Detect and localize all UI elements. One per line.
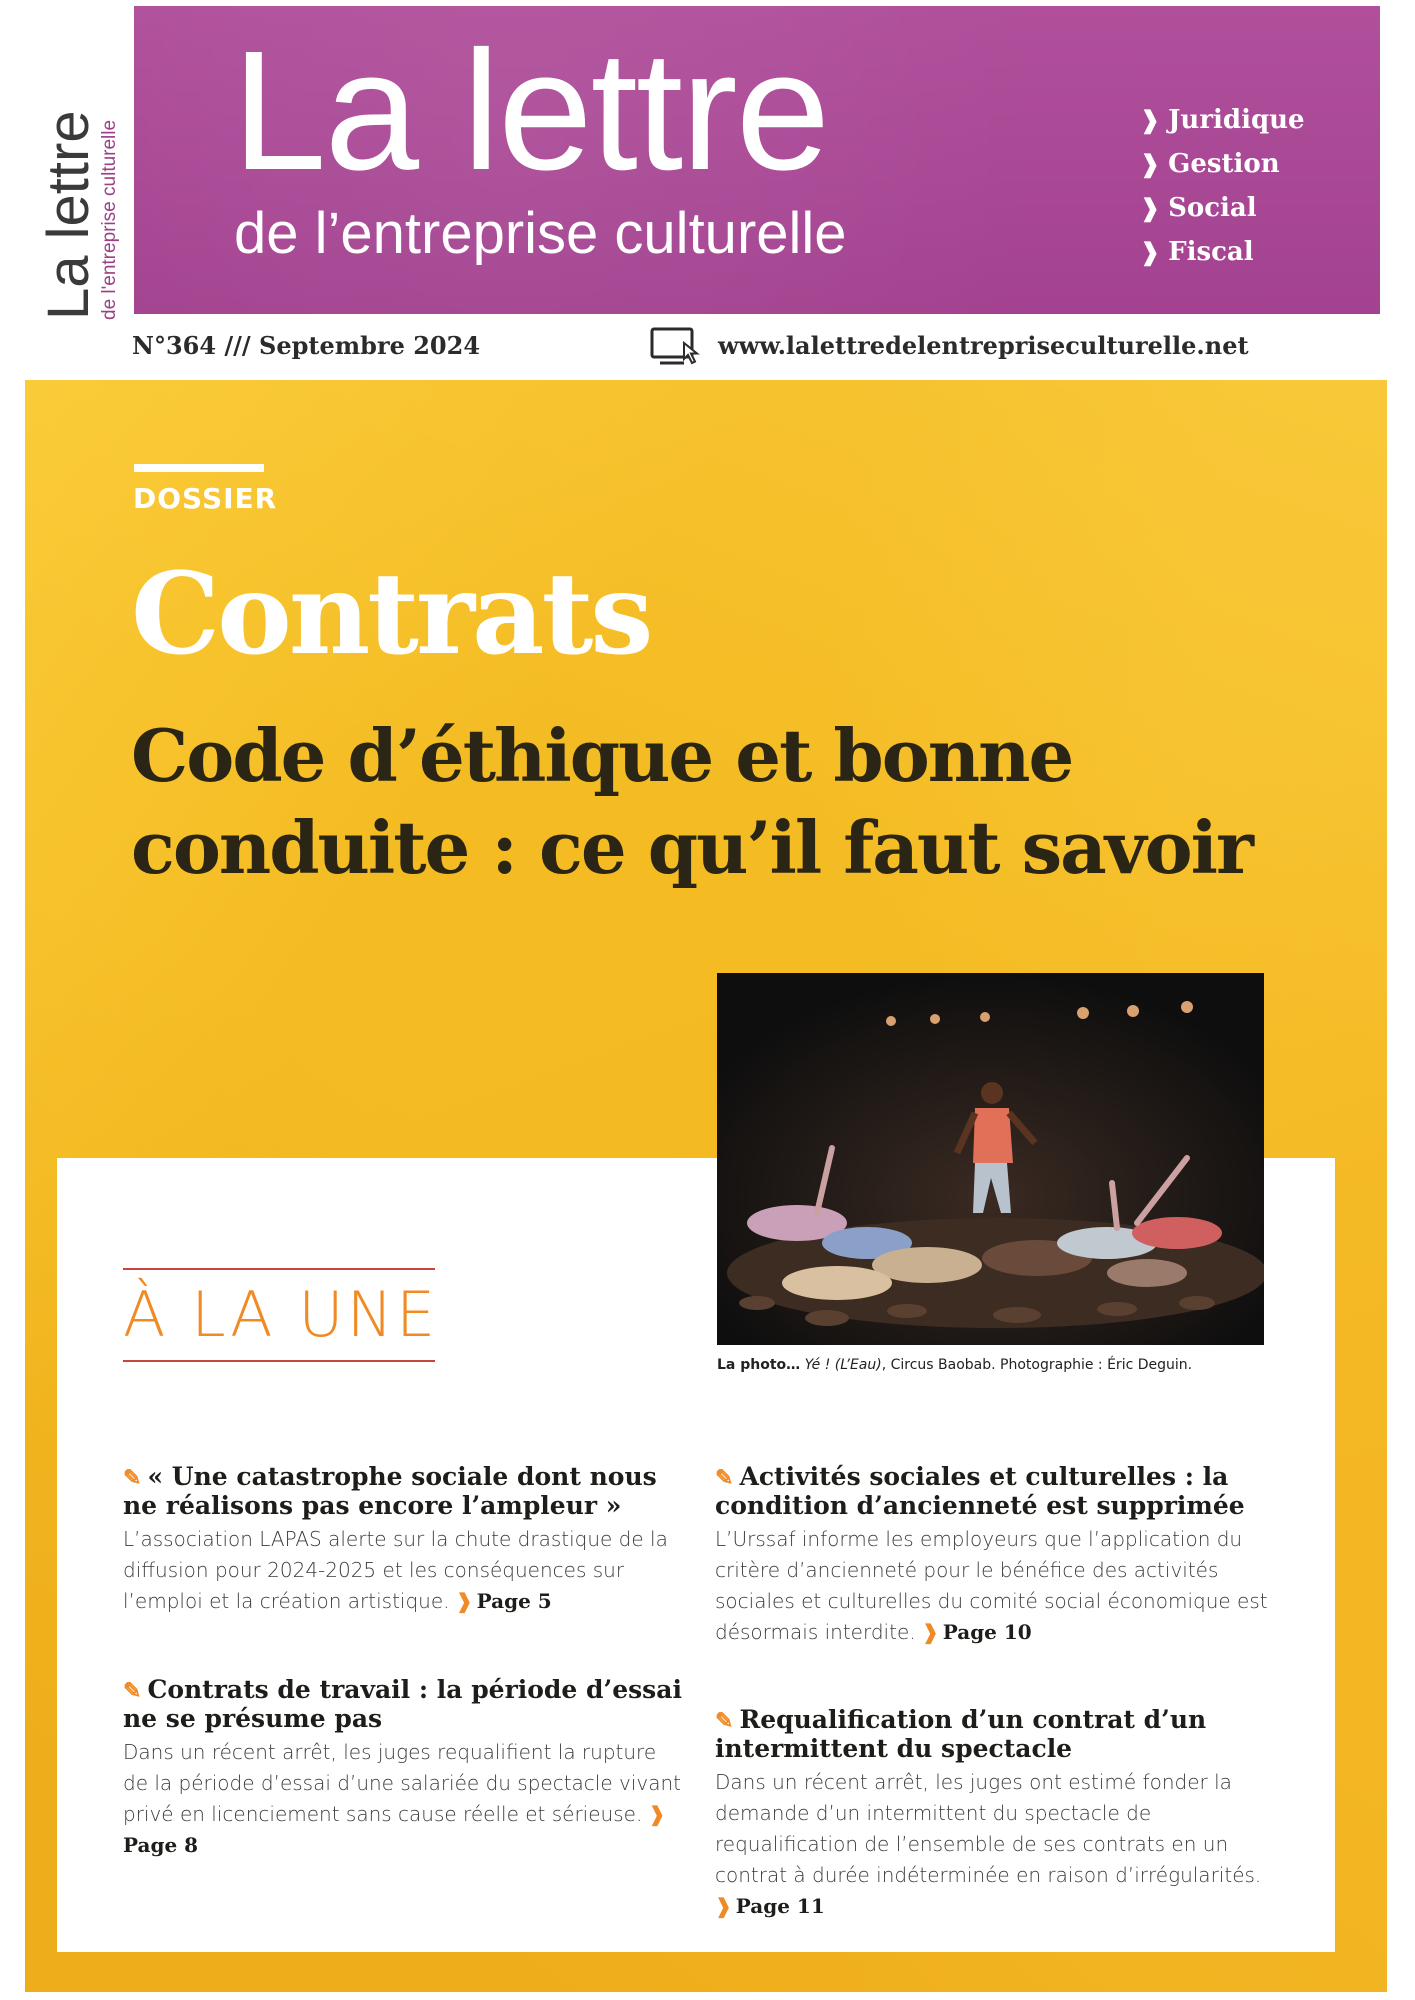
page-number: Page 11 <box>735 1894 825 1918</box>
vertical-logo-title: La lettre <box>36 110 101 320</box>
cover-panel <box>25 380 1387 1992</box>
dossier-divider <box>134 464 264 472</box>
section-label: Gestion <box>1168 149 1280 179</box>
chevron-right-icon: ❱ <box>1140 237 1161 266</box>
page-number: Page 10 <box>942 1620 1032 1644</box>
caption-credit: , Circus Baobab. Photographie : Éric Deguin. <box>881 1357 1193 1373</box>
vertical-logo-subtitle: de l'entreprise culturelle <box>99 119 120 320</box>
chevron-right-icon: ❱ <box>715 1894 732 1918</box>
a-la-une-top-line <box>123 1268 435 1270</box>
chevron-right-icon: ❱ <box>648 1802 666 1826</box>
pin-icon: ✎ <box>715 1708 734 1734</box>
article-title <box>715 1706 1275 1763</box>
page-number: Page 8 <box>123 1833 199 1857</box>
section-label: Juridique <box>1168 105 1305 135</box>
article-body <box>123 1524 683 1617</box>
article-title-text: Requalification d’un contrat d’un intermittent du spectacle <box>715 1705 1207 1763</box>
article-requalification <box>715 1706 1275 1922</box>
dossier-title: Contrats <box>131 549 651 680</box>
dossier-subtitle: Code d’éthique et bonne conduite : ce qu’il faut savoir <box>131 713 1252 890</box>
article-body <box>715 1524 1275 1648</box>
section-label: Fiscal <box>1168 237 1254 267</box>
chevron-right-icon: ❱ <box>1140 149 1161 178</box>
article-body-text: Dans un récent arrêt, les juges requalifient la rupture de la période d’essai d’une salariée du spectacle vivant privé en licenciement sans cause réelle et sérieuse. <box>123 1740 682 1826</box>
article-body-text: L’Urssaf informe les employeurs que l’application du critère d’ancienneté pour le bénéfice des activités sociales et culturelles du comité social économique est désormais interdite. <box>715 1527 1268 1644</box>
caption-work-title: Yé ! (L’Eau) <box>800 1357 882 1373</box>
article-catastrophe-sociale <box>123 1463 683 1617</box>
section-label: Social <box>1168 193 1257 223</box>
page-link[interactable] <box>456 1589 552 1613</box>
masthead-title: La lettre <box>232 16 829 206</box>
page-link[interactable] <box>715 1894 825 1918</box>
a-la-une-bottom-line <box>123 1360 435 1362</box>
vertical-logo <box>36 70 120 320</box>
computer-click-icon <box>650 325 702 369</box>
article-body-text: L’association LAPAS alerte sur la chute drastique de la diffusion pour 2024-2025 et les conséquences sur l’emploi et la création artistique. <box>123 1527 668 1613</box>
dossier-label: DOSSIER <box>133 482 278 515</box>
section-item-juridique <box>1140 98 1305 142</box>
issue-number-date: N°364 /// Septembre 2024 <box>132 331 481 360</box>
section-list <box>1140 98 1305 274</box>
website-url[interactable]: www.lalettredelentrepriseculturelle.net <box>718 331 1249 360</box>
article-title <box>123 1463 683 1520</box>
chevron-right-icon: ❱ <box>921 1620 939 1644</box>
article-body-text: Dans un récent arrêt, les juges ont estimé fonder la demande d’un intermittent du spectacle de requalification de l’ensemble de ses contrats en un contrat à durée indéterminée en raison d’irrégularités. <box>715 1770 1262 1887</box>
a-la-une-heading: À LA UNE <box>123 1278 439 1351</box>
section-item-social <box>1140 186 1305 230</box>
article-activites-sociales <box>715 1463 1275 1648</box>
cover-photo <box>717 973 1264 1345</box>
article-title-text: « Une catastrophe sociale dont nous ne réalisons pas encore l’ampleur » <box>123 1462 657 1520</box>
section-item-gestion <box>1140 142 1305 186</box>
chevron-right-icon: ❱ <box>1140 193 1161 222</box>
section-item-fiscal <box>1140 230 1305 274</box>
page-link[interactable] <box>922 1620 1032 1644</box>
masthead <box>134 6 1380 314</box>
circus-photo <box>717 973 1264 1345</box>
article-title <box>123 1676 683 1733</box>
chevron-right-icon: ❱ <box>1140 105 1161 134</box>
article-body <box>123 1737 683 1861</box>
article-title-text: Contrats de travail : la période d’essai ne se présume pas <box>123 1675 682 1733</box>
article-body <box>715 1767 1275 1922</box>
pin-icon: ✎ <box>123 1465 142 1491</box>
pin-icon: ✎ <box>123 1678 142 1704</box>
article-periode-essai <box>123 1676 683 1861</box>
page-number: Page 5 <box>476 1589 552 1613</box>
photo-caption <box>717 1357 1192 1373</box>
masthead-subtitle: de l’entreprise culturelle <box>234 201 847 266</box>
article-title-text: Activités sociales et culturelles : la condition d’ancienneté est supprimée <box>715 1462 1245 1520</box>
pin-icon: ✎ <box>715 1465 734 1491</box>
chevron-right-icon: ❱ <box>455 1589 473 1613</box>
article-title <box>715 1463 1275 1520</box>
caption-label: La photo… <box>717 1357 801 1373</box>
